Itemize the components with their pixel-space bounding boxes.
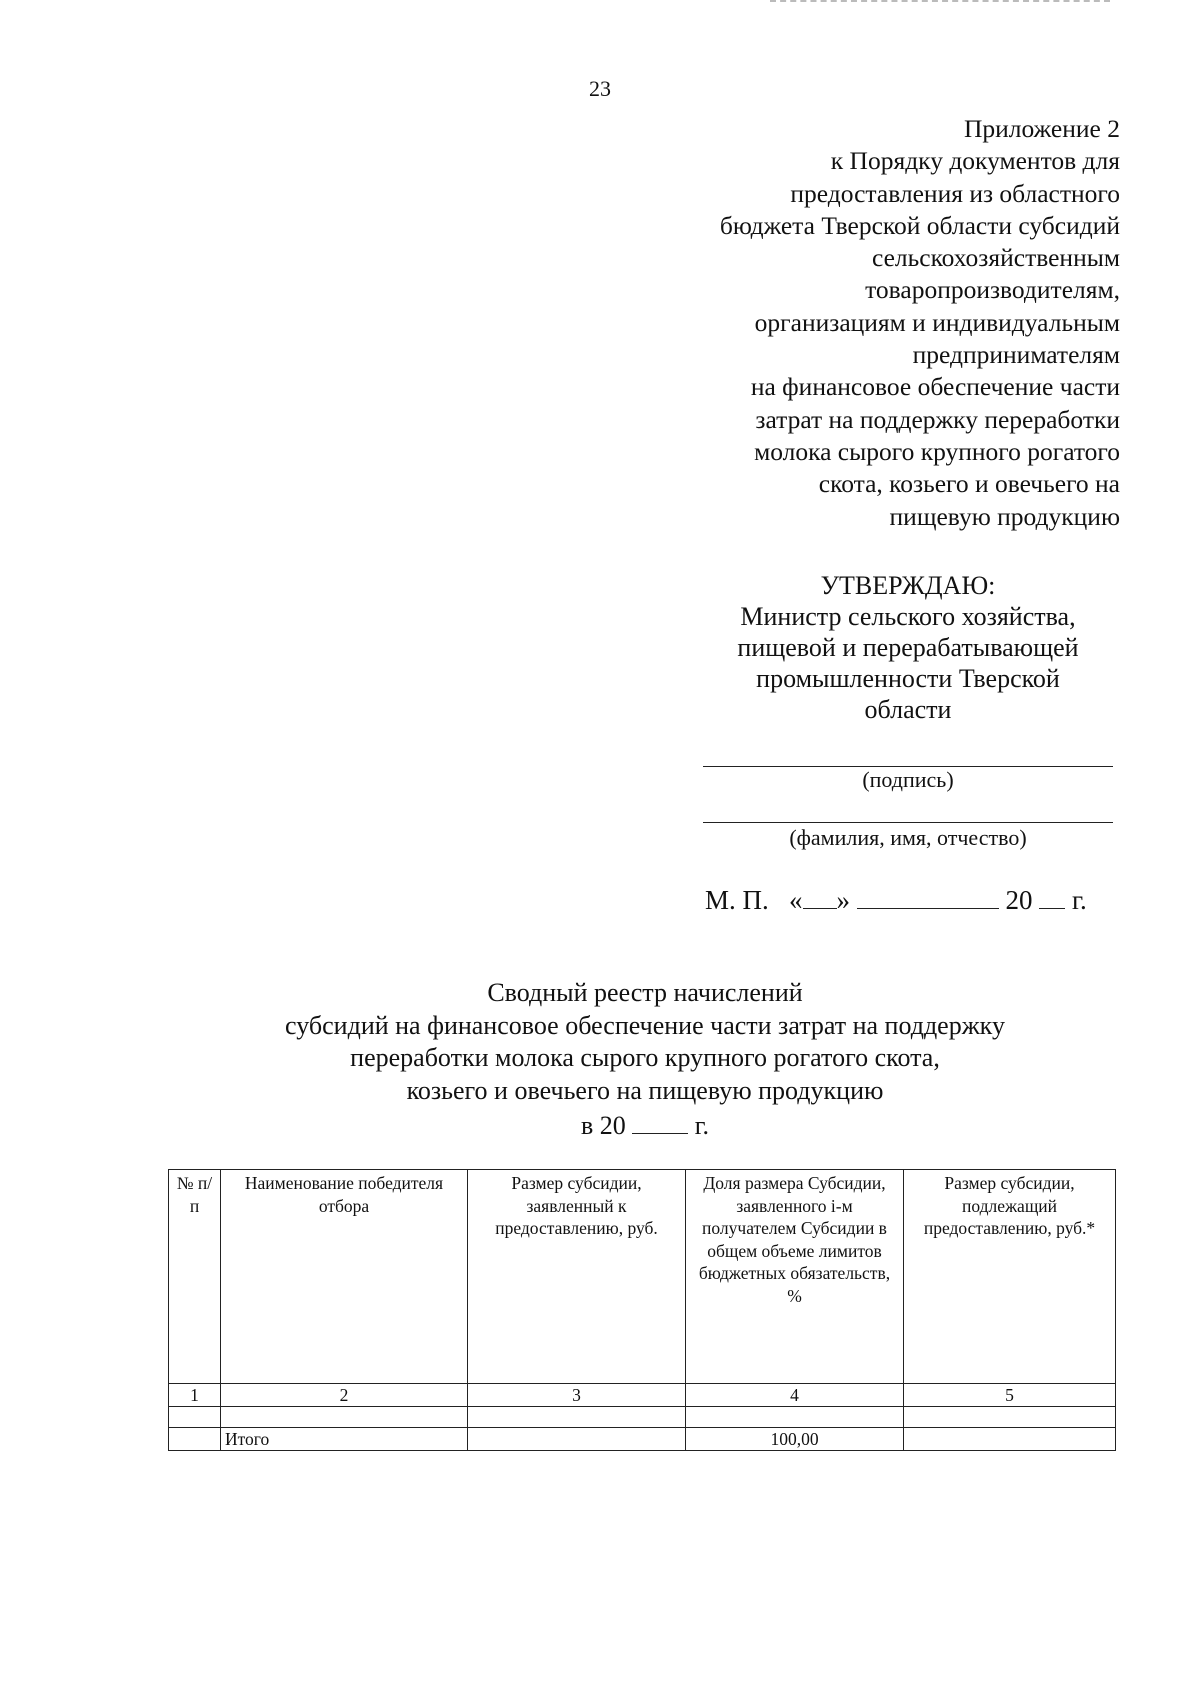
register-table: [168, 1169, 1116, 1451]
signature-caption: (подпись): [862, 767, 954, 792]
approval-block: [703, 570, 1113, 725]
approval-heading: УТВЕРЖДАЮ:: [820, 571, 996, 600]
annex-line: предоставления из областного: [790, 178, 1120, 208]
table-cell: [904, 1428, 1116, 1451]
column-header-number: № п/п: [169, 1170, 221, 1384]
register-title-line: Сводный реестр начислений: [487, 978, 803, 1007]
table-cell: [169, 1407, 221, 1428]
annex-line: организациям и индивидуальным: [754, 307, 1120, 337]
register-title-line: козьего и овечьего на пищевую продукцию: [406, 1075, 884, 1105]
table-row: [169, 1407, 1116, 1428]
date-close-quote: »: [836, 885, 851, 915]
year-prefix: 20: [1005, 885, 1033, 915]
column-number-row: [169, 1384, 1116, 1407]
column-number: 3: [468, 1384, 686, 1407]
column-number: 5: [904, 1384, 1116, 1407]
annex-line: к Порядку документов для: [830, 146, 1120, 176]
table-cell: [221, 1407, 468, 1428]
total-row: [169, 1428, 1116, 1451]
table-cell: [468, 1407, 686, 1428]
date-open-quote: «: [789, 885, 803, 915]
period-year-blank: [632, 1107, 688, 1134]
column-header-claimed-amount: Размер субсидии, заявленный к предоставлению, руб.: [468, 1170, 686, 1384]
full-name-line: [703, 822, 1113, 823]
table-cell: [686, 1407, 904, 1428]
total-share: 100,00: [686, 1428, 904, 1451]
table-cell: [904, 1407, 1116, 1428]
table-header-row: [169, 1170, 1116, 1384]
column-header-share-percent: Доля размера Субсидии, заявленного i-м получателем Субсидии в общем объеме лимитов бюджетных обязательств, %: [686, 1170, 904, 1384]
annex-line: молока сырого крупного рогатого: [754, 436, 1120, 466]
period-prefix: в 20: [580, 1111, 626, 1140]
full-name-caption: (фамилия, имя, отчество): [789, 825, 1027, 850]
register-title: [0, 977, 1200, 1143]
scan-edge-mark: [770, 0, 1110, 2]
stamp-date-line: [705, 882, 1087, 916]
year-suffix: г.: [1072, 885, 1087, 915]
column-header-recipient-name: Наименование победителя отбора: [221, 1170, 468, 1384]
annex-line: на финансовое обеспечение части: [750, 372, 1120, 402]
column-number: 4: [686, 1384, 904, 1407]
annex-line: бюджета Тверской области субсидий: [719, 210, 1120, 240]
register-title-line: субсидий на финансовое обеспечение части затрат на поддержку: [285, 1010, 1005, 1040]
register-title-line: переработки молока сырого крупного рогатого скота,: [350, 1043, 940, 1072]
register-period: [0, 1107, 1200, 1143]
annex-line: сельскохозяйственным: [871, 243, 1120, 273]
column-number: 2: [221, 1384, 468, 1407]
approver-position-line: пищевой и перерабатывающей: [737, 633, 1079, 662]
period-suffix: г.: [694, 1111, 709, 1140]
column-header-amount-to-grant: Размер субсидии, подлежащий предоставлению, руб.*: [904, 1170, 1116, 1384]
annex-line: затрат на поддержку переработки: [755, 404, 1120, 434]
table-cell: [169, 1428, 221, 1451]
table-cell: [468, 1428, 686, 1451]
year-blank: [1039, 882, 1065, 909]
approver-position-line: Министр сельского хозяйства,: [740, 602, 1076, 631]
approver-position-line: промышленности Тверской: [756, 664, 1060, 693]
stamp-label: М. П.: [705, 885, 769, 915]
day-blank: [803, 882, 837, 909]
annex-line: скота, козьего и овечьего на: [818, 469, 1120, 499]
annex-reference: [600, 113, 1120, 533]
total-label: Итого: [221, 1428, 468, 1451]
month-blank: [857, 882, 999, 909]
column-number: 1: [169, 1384, 221, 1407]
annex-line: предпринимателям: [912, 340, 1120, 370]
annex-line: пищевую продукцию: [889, 501, 1120, 531]
approver-position-line: области: [864, 695, 952, 724]
page-number: 23: [589, 76, 611, 101]
annex-line: Приложение 2: [964, 114, 1120, 143]
annex-line: товаропроизводителям,: [865, 275, 1120, 305]
